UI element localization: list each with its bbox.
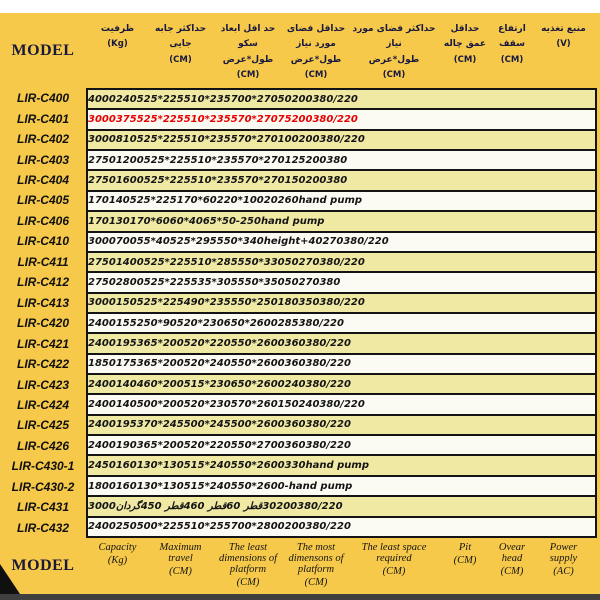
- header-unit: (CM): [236, 69, 260, 80]
- table-row: [88, 414, 595, 434]
- table-row: [88, 332, 595, 352]
- table-cell: 0: [277, 439, 285, 451]
- bottom-edge-bar: [0, 594, 600, 600]
- table-cell: 550*350: [237, 276, 285, 288]
- table-row: [88, 231, 595, 251]
- table-cell: 380/220: [305, 358, 351, 370]
- table-cell: 20: [263, 195, 278, 207]
- model-name: LIR-C422: [16, 357, 69, 372]
- table-cell: 500*260: [230, 419, 278, 431]
- table-cell: 1800: [88, 480, 116, 492]
- table-cell: 525*225: [143, 175, 191, 187]
- footer-label: Capacity: [98, 542, 137, 553]
- table-cell: 0: [277, 358, 285, 370]
- model-column-footer: MODEL: [11, 557, 75, 574]
- table-header-band: [0, 13, 600, 88]
- footer-unit: (CM): [236, 577, 260, 589]
- table-row: [88, 271, 595, 291]
- table-cell: 1400: [115, 256, 144, 268]
- table-cell: 2400: [88, 317, 116, 329]
- model-name: LIR-C420: [16, 316, 69, 331]
- table-cell: 3000: [88, 114, 116, 126]
- header-cell-7: [534, 13, 593, 88]
- table-row: [88, 516, 595, 536]
- model-name: LIR-C404: [16, 173, 69, 188]
- header-label: طول*عرض: [290, 54, 342, 65]
- model-name: LIR-C424: [16, 398, 69, 413]
- header-cell-0: [86, 13, 149, 88]
- table-cell: 2400: [88, 378, 116, 390]
- table-row: [88, 454, 595, 474]
- model-name: LIR-C403: [16, 152, 69, 167]
- model-name: LIR-C402: [16, 132, 69, 147]
- table-cell: 700*270: [230, 93, 278, 105]
- table-cell: 550*340: [216, 236, 264, 248]
- table-cell: 270: [298, 256, 320, 268]
- table-cell: 160: [115, 480, 137, 492]
- table-cell: 380/220: [319, 399, 365, 411]
- table-row: [88, 373, 595, 393]
- table-cell: 160: [115, 460, 137, 472]
- header-label: حداکثر فضای مورد نیاز: [352, 24, 436, 50]
- model-name: LIR-C410: [16, 234, 69, 249]
- table-cell: 380/220: [305, 521, 351, 533]
- model-name: LIR-C425: [16, 418, 69, 433]
- table-cell: 375: [115, 114, 137, 126]
- header-unit: (CM): [500, 54, 524, 65]
- table-cell: 380/220: [319, 256, 365, 268]
- table-cell: 150: [277, 399, 299, 411]
- table-cell: 150: [284, 175, 306, 187]
- table-cell: 525*225: [136, 93, 184, 105]
- table-cell: 2750: [88, 276, 116, 288]
- table-cell: 0: [277, 337, 285, 349]
- table-cell: 570*270: [230, 134, 278, 146]
- table-cell: 50: [277, 93, 292, 105]
- table-cell: 520*220: [183, 439, 231, 451]
- table-cell: height+40: [263, 236, 323, 248]
- table-cell: 380/220: [305, 378, 351, 390]
- table-cell: 370*245: [136, 419, 184, 431]
- footer-cell-7: [534, 538, 593, 594]
- header-cell-4: [348, 13, 440, 88]
- table-cell: 155: [115, 317, 137, 329]
- table-cell: 700: [115, 236, 137, 248]
- table-row: [88, 393, 595, 413]
- model-name: LIR-C401: [16, 111, 69, 126]
- footer-label: Ovear head: [498, 542, 526, 565]
- model-name: LIR-C421: [16, 336, 69, 351]
- table-cell: 0: [270, 317, 278, 329]
- table-cell: 380: [326, 154, 348, 166]
- table-cell: 200: [291, 114, 313, 126]
- table-cell: 360: [284, 358, 306, 370]
- table-cell: 250*90: [136, 317, 177, 329]
- table-cell: 380: [326, 175, 348, 187]
- header-label: حد اقل ابعاد سکو: [220, 24, 276, 50]
- footer-label: The most dimensons of platform: [288, 542, 344, 576]
- table-cell: 520*220: [183, 337, 231, 349]
- table-cell: 380/220: [319, 134, 365, 146]
- table-cell: 0: [277, 480, 285, 492]
- table-cell: 150: [115, 297, 137, 309]
- table-cell: 4000: [88, 93, 116, 105]
- header-unit: (CM): [382, 69, 406, 80]
- table-cell: 570*260: [230, 399, 278, 411]
- table-cell: 550*270: [230, 439, 278, 451]
- table-cell: 490*235: [183, 297, 231, 309]
- header-cell-3: [284, 13, 348, 88]
- table-cell: 570*270: [237, 154, 285, 166]
- footer-label: Maximum travel: [159, 542, 202, 565]
- table-cell: 1600: [115, 175, 144, 187]
- header-label: طول*عرض: [222, 54, 274, 65]
- header-label: حداکثر جابه جایی: [154, 24, 207, 50]
- model-name: LIR-C432: [16, 520, 69, 535]
- footer-cell-0: [86, 538, 149, 594]
- table-cell: 525*225: [136, 134, 184, 146]
- table-cell: 200: [305, 154, 327, 166]
- table-cell: 285: [277, 317, 299, 329]
- table-cell: 2400: [88, 337, 116, 349]
- table-cell: 525*225: [143, 154, 191, 166]
- table-cell: 240: [298, 399, 320, 411]
- table-cell: 220*100: [216, 195, 264, 207]
- table-cell: 3000: [88, 236, 116, 248]
- footer-label: Power supply: [549, 542, 578, 565]
- footer-cell-6: [490, 538, 534, 594]
- table-cell: 200: [284, 521, 306, 533]
- table-cell: 500*225: [136, 521, 184, 533]
- table-row: [88, 312, 595, 332]
- table-cell: 700*280: [230, 521, 278, 533]
- table-cell: 75: [277, 114, 292, 126]
- table-cell: 2400: [88, 419, 116, 431]
- page-corner-triangle: [0, 564, 20, 594]
- table-cell: 525*225: [136, 114, 184, 126]
- table-cell: 330: [284, 460, 306, 472]
- table-cell: 1850: [88, 358, 116, 370]
- table-cell: 2450: [88, 460, 116, 472]
- table-cell: 180: [277, 297, 299, 309]
- table-row: [88, 129, 595, 149]
- table-cell: 2800: [115, 276, 144, 288]
- header-unit: (V): [556, 39, 571, 50]
- table-cell: 380/220: [305, 337, 351, 349]
- table-cell: 250: [115, 521, 137, 533]
- header-cell-6: [490, 13, 534, 88]
- table-cell: 520*230: [183, 399, 231, 411]
- table-cell: 515*240: [183, 480, 231, 492]
- table-cell: 380/220: [312, 93, 358, 105]
- table-cell: 260: [277, 195, 299, 207]
- table-cell: 175: [115, 358, 137, 370]
- table-cell: 380/220: [298, 317, 344, 329]
- table-cell: 130: [108, 215, 130, 227]
- footer-unit: (CM): [382, 566, 406, 578]
- table-cell: 0: [277, 419, 285, 431]
- table-cell: 350: [298, 297, 320, 309]
- table-row: [88, 353, 595, 373]
- footer-unit: (CM): [453, 555, 477, 567]
- model-name: LIR-C400: [16, 91, 69, 106]
- footer-unit: (CM): [169, 566, 192, 578]
- table-cell: 270: [298, 276, 320, 288]
- table-cell: hand pump: [305, 460, 369, 472]
- footer-cell-1: [149, 538, 212, 594]
- table-cell: 50: [284, 256, 299, 268]
- table-cell: 55*40: [136, 236, 170, 248]
- table-cell: 535*305: [190, 276, 238, 288]
- table-cell: 460*200: [136, 378, 184, 390]
- table-cell: 510*285: [190, 256, 238, 268]
- table-cell: 525*225: [129, 195, 177, 207]
- table-cell: -: [235, 215, 241, 227]
- header-unit: (CM): [453, 54, 477, 65]
- table-cell: 550*330: [237, 256, 285, 268]
- table-row: [88, 495, 595, 515]
- table-cell: 2400: [88, 521, 116, 533]
- table-cell: 3000: [88, 297, 116, 309]
- table-cell: 130*130: [136, 480, 184, 492]
- table-cell: 380/220: [297, 500, 343, 512]
- table-cell: 380: [319, 276, 341, 288]
- table-cell: 360: [284, 337, 306, 349]
- spec-data-grid: [86, 88, 597, 538]
- top-margin-strip: [0, 0, 600, 13]
- header-cell-1: [149, 13, 212, 88]
- footer-unit: (AC): [553, 566, 574, 578]
- model-name: LIR-C411: [17, 254, 69, 269]
- table-cell: 2750: [88, 175, 116, 187]
- table-cell: 190: [115, 439, 137, 451]
- model-name: LIR-C430-1: [11, 459, 75, 474]
- table-row: [88, 169, 595, 189]
- table-cell: 240: [284, 378, 306, 390]
- table-cell: 65*50: [202, 215, 236, 227]
- table-cell: hand pump: [288, 480, 353, 492]
- header-columns: [86, 13, 597, 88]
- table-cell: 3000: [88, 134, 116, 146]
- model-name: LIR-C413: [16, 295, 69, 310]
- table-cell: 130*130: [136, 460, 184, 472]
- table-cell: 650*260: [223, 317, 271, 329]
- header-unit: (Kg): [107, 39, 128, 50]
- footer-unit: (Kg): [107, 555, 128, 567]
- table-cell: 365*200: [136, 439, 184, 451]
- table-cell: 200: [291, 93, 313, 105]
- header-label: حداقل عمق چاله: [443, 24, 487, 50]
- model-name: LIR-C431: [16, 500, 69, 515]
- table-cell: 570*270: [237, 175, 285, 187]
- table-cell: 380/220: [312, 114, 358, 126]
- table-cell: قطر 450: [140, 500, 184, 512]
- table-cell: 380/220: [343, 236, 389, 248]
- model-name: LIR-C406: [16, 213, 69, 228]
- table-cell: 200: [298, 134, 320, 146]
- footer-label: The least dimensions of platform: [218, 542, 278, 576]
- table-cell: 200: [276, 500, 298, 512]
- model-name: LIR-C405: [16, 193, 69, 208]
- table-cell: 2400: [88, 399, 116, 411]
- table-cell: 520*230: [176, 317, 224, 329]
- header-label: ارتفاع سقف: [498, 24, 526, 50]
- table-cell: 50: [284, 276, 299, 288]
- header-unit: (CM): [169, 54, 192, 65]
- table-cell: 510*235: [190, 154, 238, 166]
- table-cell: 550*260: [230, 480, 278, 492]
- model-name: LIR-C430-2: [11, 479, 75, 494]
- footer-cell-5: [440, 538, 490, 594]
- table-footer-band: [0, 538, 600, 594]
- table-cell: 380/220: [319, 297, 365, 309]
- model-name-column: [0, 88, 86, 538]
- table-cell: 525*225: [136, 297, 184, 309]
- table-cell: 650*260: [230, 378, 278, 390]
- table-cell: 510*235: [183, 93, 231, 105]
- table-cell: 525*225: [143, 276, 191, 288]
- table-cell: 2400: [88, 439, 116, 451]
- model-column-header: MODEL: [11, 41, 75, 59]
- table-cell: 500*200: [136, 399, 184, 411]
- table-row: [88, 108, 595, 128]
- footer-cell-4: [348, 538, 440, 594]
- table-cell: 30: [262, 500, 277, 512]
- table-cell: 0: [277, 460, 285, 472]
- table-cell: 550*250: [230, 297, 278, 309]
- table-cell: 125: [284, 154, 306, 166]
- table-cell: 510*255: [183, 521, 231, 533]
- model-name: LIR-C423: [16, 377, 69, 392]
- table-cell: 170*60: [129, 215, 170, 227]
- table-cell: 140: [115, 399, 137, 411]
- table-cell: 1200: [115, 154, 144, 166]
- header-cell-2: [212, 13, 284, 88]
- table-cell: 515*240: [183, 460, 231, 472]
- header-label: طول*عرض: [368, 54, 420, 65]
- table-cell: گردان: [115, 500, 141, 512]
- table-cell: 270: [322, 236, 344, 248]
- table-row: [88, 90, 595, 108]
- footer-unit: (CM): [304, 577, 328, 589]
- table-cell: قطر 460: [183, 500, 227, 512]
- table-cell: 200: [305, 175, 327, 187]
- table-cell: 570*270: [230, 114, 278, 126]
- footer-cell-3: [284, 538, 348, 594]
- table-cell: 515*230: [183, 378, 231, 390]
- table-cell: hand pump: [298, 195, 363, 207]
- footer-cell-2: [212, 538, 284, 594]
- table-cell: 60*40: [169, 215, 203, 227]
- header-unit: (CM): [304, 69, 328, 80]
- header-cell-5: [440, 13, 490, 88]
- table-row: [88, 251, 595, 271]
- footer-label: Pit: [458, 542, 472, 553]
- table-cell: 550*260: [230, 460, 278, 472]
- header-label: منبع تغذیه: [541, 24, 586, 34]
- table-cell: 2750: [88, 256, 116, 268]
- table-cell: 550*260: [230, 358, 278, 370]
- table-cell: 365*200: [136, 358, 184, 370]
- footer-label: The least space required: [361, 542, 427, 565]
- table-row: [88, 292, 595, 312]
- footer-unit: (CM): [500, 566, 524, 578]
- table-cell: 365*200: [136, 337, 184, 349]
- table-cell: 525*225: [143, 256, 191, 268]
- table-row: [88, 434, 595, 454]
- table-cell: -: [284, 480, 289, 492]
- table-cell: 0: [277, 378, 285, 390]
- table-cell: 195: [115, 337, 137, 349]
- table-cell: 360: [284, 439, 306, 451]
- footer-columns: [86, 538, 597, 594]
- table-cell: 240: [115, 93, 137, 105]
- table-cell: 500*245: [183, 419, 231, 431]
- table-cell: قطر 60: [226, 500, 263, 512]
- table-cell: 810: [115, 134, 137, 146]
- table-cell: 140: [115, 378, 137, 390]
- table-cell: 140: [108, 195, 130, 207]
- table-cell: 510*235: [183, 114, 231, 126]
- table-row: [88, 210, 595, 230]
- table-cell: 380/220: [305, 439, 351, 451]
- table-cell: 510*235: [183, 134, 231, 146]
- model-name: LIR-C426: [16, 438, 69, 453]
- table-cell: 510*235: [190, 175, 238, 187]
- table-cell: 520*240: [183, 358, 231, 370]
- table-cell: 170: [88, 215, 109, 227]
- table-cell: 100: [277, 134, 299, 146]
- table-cell: 3000: [88, 500, 116, 512]
- table-cell: 380/220: [305, 419, 351, 431]
- header-label: ظرفیت: [100, 24, 135, 34]
- table-cell: 250: [240, 215, 261, 227]
- model-name: LIR-C412: [16, 275, 69, 290]
- table-row: [88, 149, 595, 169]
- table-cell: hand pump: [260, 215, 325, 227]
- header-label: حداقل فضای مورد نیاز: [286, 24, 346, 50]
- table-cell: 170*60: [176, 195, 217, 207]
- table-row: [88, 475, 595, 495]
- table-cell: 2750: [88, 154, 116, 166]
- table-cell: 0: [277, 521, 285, 533]
- table-cell: 525*295: [169, 236, 217, 248]
- table-row: [88, 190, 595, 210]
- table-cell: 170: [88, 195, 109, 207]
- table-cell: 360: [284, 419, 306, 431]
- table-cell: 550*260: [230, 337, 278, 349]
- table-cell: 195: [115, 419, 137, 431]
